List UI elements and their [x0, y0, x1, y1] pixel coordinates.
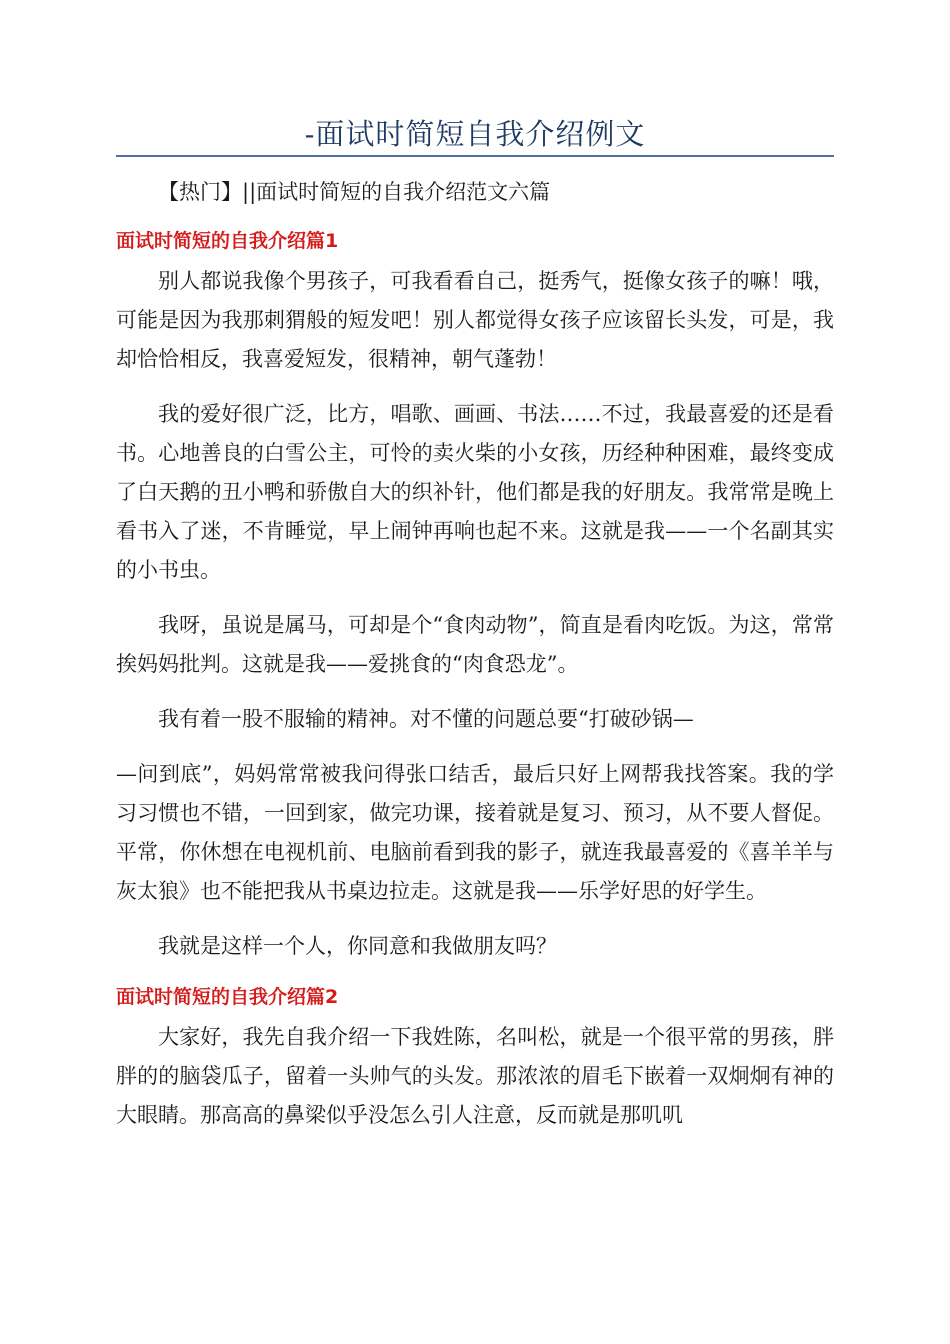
paragraph: 我有着一股不服输的精神。对不懂的问题总要“打破砂锅—: [158, 707, 694, 731]
paragraph: 我就是这样一个人，你同意和我做朋友吗？: [158, 934, 557, 958]
paragraph: —问到底”，妈妈常常被我问得张口结舌，最后只好上网帮我找答案。我的学习习惯也不错，一回到家，做完功课，接着就是复习、预习，从不要人督促。平常，你休想在电视机前、电脑前看到我的影子，就连我最喜爱的《喜羊羊与灰太狼》也不能把我从书桌边拉走。这就是我——乐学好思的好学生。: [116, 762, 834, 903]
section-1: [116, 226, 834, 966]
document-title: -面试时简短自我介绍例文: [304, 117, 646, 151]
section-2: [116, 982, 834, 1135]
document-body: [116, 174, 834, 1151]
section-heading: 面试时简短的自我介绍篇2: [116, 986, 339, 1008]
intro-line: 【热门】||面试时简短的自我介绍范文六篇: [158, 180, 551, 204]
paragraph: 大家好，我先自我介绍一下我姓陈，名叫松，就是一个很平常的男孩，胖胖的的脑袋瓜子，留着一头帅气的头发。那浓浓的眉毛下嵌着一双炯炯有神的大眼睛。那高高的鼻梁似乎没怎么引人注意，反而就是那叽叽: [116, 1025, 834, 1127]
paragraph: 我呀，虽说是属马，可却是个“食肉动物”，简直是看肉吃饭。为这，常常挨妈妈批判。这就是我——爱挑食的“肉食恐龙”。: [116, 613, 834, 676]
section-heading: 面试时简短的自我介绍篇1: [116, 230, 339, 252]
title-underline: [116, 155, 834, 157]
paragraph: 我的爱好很广泛，比方，唱歌、画画、书法……不过，我最喜爱的还是看书。心地善良的白雪公主，可怜的卖火柴的小女孩，历经种种困难，最终变成了白天鹅的丑小鸭和骄傲自大的织补针，他们都是我的好朋友。我常常是晚上看书入了迷，不肯睡觉，早上闹钟再响也起不来。这就是我——一个名副其实的小书虫。: [116, 402, 834, 582]
paragraph: 别人都说我像个男孩子，可我看看自己，挺秀气，挺像女孩子的嘛！哦，可能是因为我那刺猬般的短发吧！别人都觉得女孩子应该留长头发，可是，我却恰恰相反，我喜爱短发，很精神，朝气蓬勃！: [116, 269, 834, 371]
